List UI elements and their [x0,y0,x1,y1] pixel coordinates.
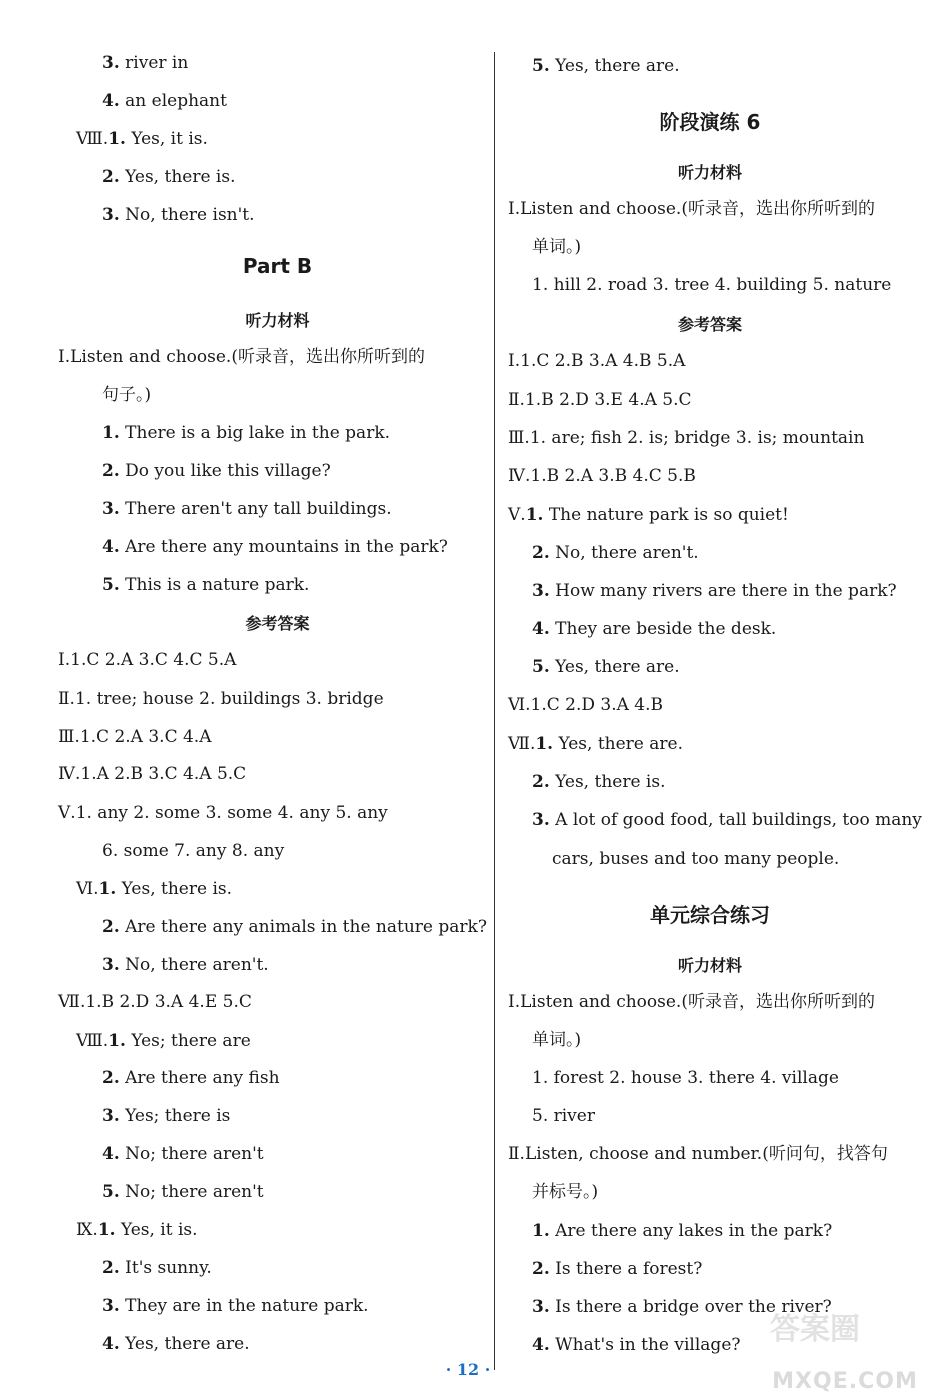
listening-line: 2. Is there a forest? [532,1259,703,1279]
listening-title: 听力材料 [677,163,742,182]
watermark-logo: 答案圈 MXQE.COM [770,1312,918,1394]
answer-line: 3. river in [102,53,189,73]
answer-line: Ⅰ.1.C 2.B 3.A 4.B 5.A [508,351,686,371]
stage-title: 阶段演练 6 [659,110,761,134]
answer-line: 4. No; there aren't [102,1144,264,1164]
answer-line: 3. A lot of good food, tall buildings, too many [532,810,922,830]
listening-line: 3. Is there a bridge over the river? [532,1297,832,1317]
listening-line: 5. This is a nature park. [102,575,310,595]
listening-line: 4. What's in the village? [532,1335,741,1355]
listening-line: 1. forest 2. house 3. there 4. village [532,1068,839,1088]
listening-line: Ⅱ.Listen, choose and number.(听问句，找答句 [508,1144,888,1164]
answer-line: 5. Yes, there are. [532,657,680,677]
answer-line: Ⅷ.1. Yes; there are [76,1031,251,1051]
answer-line: Ⅳ.1.B 2.A 3.B 4.C 5.B [508,466,696,486]
answer-line: Ⅴ.1. any 2. some 3. some 4. any 5. any [58,803,388,823]
listening-line: Ⅰ.Listen and choose.(听录音，选出你所听到的 [508,199,875,219]
listening-line: 单词。) [532,1030,582,1050]
answer-line: Ⅴ.1. The nature park is so quiet! [508,505,789,525]
listening-line: 并标号。) [532,1182,599,1202]
column-divider [494,52,495,1370]
part-b-title: Part B [242,254,313,278]
unit-listening-title: 听力材料 [677,956,742,975]
listening-line: 1. hill 2. road 3. tree 4. building 5. nature [532,275,892,295]
answer-line: Ⅶ.1. Yes, there are. [508,734,683,754]
answer-line: 3. They are in the nature park. [102,1296,369,1316]
answer-line: Ⅰ.1.C 2.A 3.C 4.C 5.A [58,650,237,670]
answer-line: 4. an elephant [102,91,227,111]
answer-line: 5. No; there aren't [102,1182,264,1202]
listening-line: Ⅰ.Listen and choose.(听录音，选出你所听到的 [508,992,875,1012]
answer-line: cars, buses and too many people. [552,849,840,869]
listening-line: 3. There aren't any tall buildings. [102,499,392,519]
unit-title: 单元综合练习 [650,903,770,927]
answer-line: Ⅱ.1. tree; house 2. buildings 3. bridge [58,689,384,709]
listening-line: 句子。) [102,385,152,405]
answer-line: Ⅲ.1.C 2.A 3.C 4.A [58,727,212,747]
listening-line: 1. There is a big lake in the park. [102,423,391,443]
listening-title: 听力材料 [245,311,310,330]
answer-line: 3. No, there isn't. [102,205,255,225]
answer-line: 3. Yes; there is [102,1106,231,1126]
answer-line: 3. How many rivers are there in the park? [532,581,897,601]
answer-line: 2. Yes, there is. [532,772,666,792]
answer-line: 2. It's sunny. [102,1258,212,1278]
listening-line: 4. Are there any mountains in the park? [102,537,448,557]
answer-line: Ⅱ.1.B 2.D 3.E 4.A 5.C [508,390,692,410]
listening-line: 1. Are there any lakes in the park? [532,1221,833,1241]
answer-line: Ⅲ.1. are; fish 2. is; bridge 3. is; mountain [508,428,865,448]
answers-title: 参考答案 [245,614,310,633]
answer-line: Ⅵ.1.C 2.D 3.A 4.B [508,695,664,715]
answer-line: 2. No, there aren't. [532,543,699,563]
answer-line: Ⅷ.1. Yes, it is. [76,129,208,149]
answer-line: Ⅳ.1.A 2.B 3.C 4.A 5.C [58,764,247,784]
listening-line: 5. river [532,1106,595,1126]
answer-line: Ⅵ.1. Yes, there is. [76,879,233,899]
answer-line: 4. They are beside the desk. [532,619,777,639]
listening-line: 单词。) [532,237,582,257]
answer-line: 2. Yes, there is. [102,167,236,187]
answers-title: 参考答案 [677,315,742,334]
answer-line: Ⅶ.1.B 2.D 3.A 4.E 5.C [58,992,252,1012]
answer-line: Ⅸ.1. Yes, it is. [76,1220,198,1240]
answer-line: 3. No, there aren't. [102,955,269,975]
answer-line: 6. some 7. any 8. any [102,841,285,861]
listening-line: 2. Do you like this village? [102,461,331,481]
listening-line: Ⅰ.Listen and choose.(听录音，选出你所听到的 [58,347,425,367]
answer-line: 4. Yes, there are. [102,1334,250,1354]
page-number: · 12 · [445,1360,491,1379]
answer-line: 5. Yes, there are. [532,56,680,76]
answer-line: 2. Are there any animals in the nature park? [102,917,487,937]
answer-line: 2. Are there any fish [102,1068,280,1088]
